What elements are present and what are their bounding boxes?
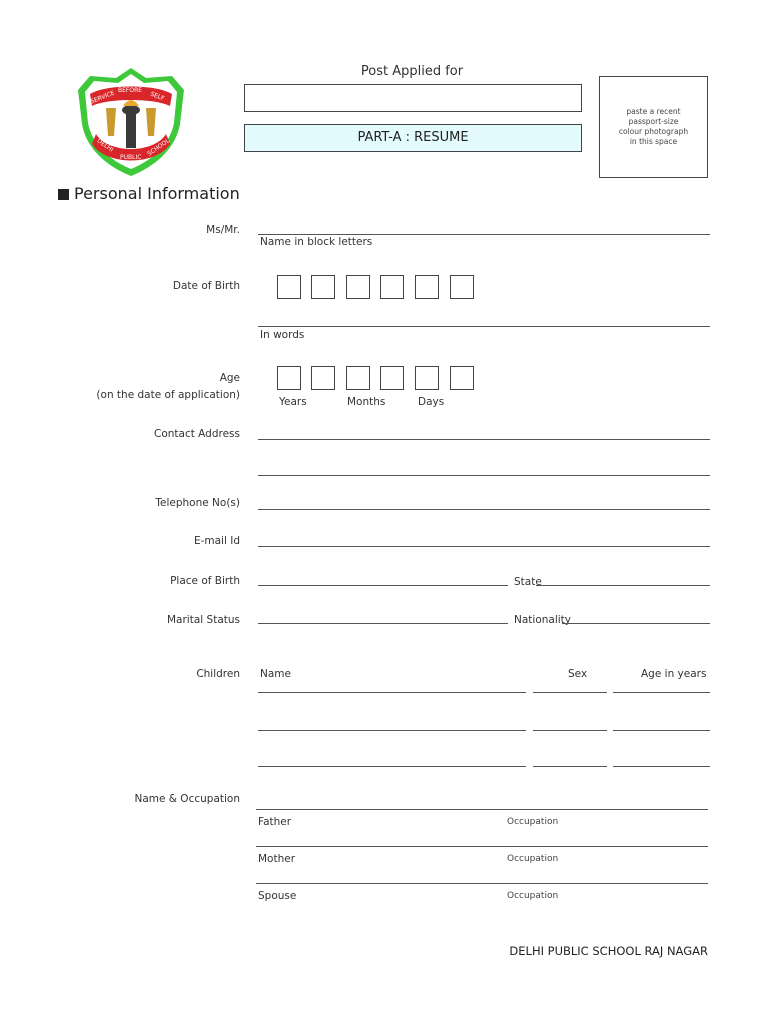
dob-digit-box[interactable] (346, 275, 370, 299)
age-sub-label: (on the date of application) (96, 389, 240, 401)
section-title-text: Personal Information (74, 184, 240, 203)
dob-words-hint: In words (260, 329, 305, 341)
dob-words-line[interactable] (258, 326, 710, 327)
logo-text-before: BEFORE (118, 87, 143, 94)
dob-digit-box[interactable] (380, 275, 404, 299)
logo-text-delhi: DELHI (95, 137, 115, 154)
address-line-1[interactable] (258, 439, 710, 440)
photo-instruction-line: passport-size (628, 117, 679, 126)
age-unit-days: Days (418, 396, 445, 408)
child-name-line[interactable] (258, 730, 526, 731)
family-label: Name & Occupation (134, 793, 240, 805)
child-sex-line[interactable] (533, 692, 607, 693)
child-age-line[interactable] (613, 730, 710, 731)
nationality-label: Nationality (514, 614, 572, 626)
child-age-line[interactable] (613, 766, 710, 767)
age-months-box[interactable] (346, 366, 370, 390)
age-months-box[interactable] (380, 366, 404, 390)
child-age-line[interactable] (613, 692, 710, 693)
logo-text-public: PUBLIC (120, 154, 142, 161)
mother-occupation-label: Occupation (507, 854, 559, 864)
dob-digit-box[interactable] (277, 275, 301, 299)
dob-digit-box[interactable] (311, 275, 335, 299)
shield-icon (76, 66, 186, 178)
father-occupation-label: Occupation (507, 817, 559, 827)
age-unit-months: Months (347, 396, 386, 408)
children-col-sex: Sex (568, 668, 588, 680)
nationality-input-line[interactable] (562, 623, 710, 624)
child-sex-line[interactable] (533, 766, 607, 767)
state-label: State (514, 576, 542, 588)
dob-digit-box[interactable] (415, 275, 439, 299)
photo-instruction-line: colour photograph (618, 127, 689, 136)
age-years-box[interactable] (311, 366, 335, 390)
section-title-personal (58, 184, 240, 203)
family-top-line (256, 809, 708, 810)
mother-label: Mother (258, 853, 296, 865)
children-col-name: Name (260, 668, 291, 680)
spouse-label: Spouse (258, 890, 297, 902)
dob-digit-box[interactable] (450, 275, 474, 299)
square-bullet-icon (58, 189, 69, 200)
photo-box[interactable] (599, 76, 708, 178)
post-applied-label: Post Applied for (360, 64, 464, 79)
children-col-age: Age in years (641, 668, 707, 680)
age-unit-years: Years (279, 396, 307, 408)
part-a-title: PART-A : RESUME (357, 130, 469, 145)
age-days-box[interactable] (450, 366, 474, 390)
state-input-line[interactable] (536, 585, 710, 586)
photo-instruction-line: in this space (629, 137, 678, 146)
age-days-box[interactable] (415, 366, 439, 390)
child-name-line[interactable] (258, 692, 526, 693)
age-label: Age (219, 372, 240, 384)
spouse-occupation-label: Occupation (507, 891, 559, 901)
child-sex-line[interactable] (533, 730, 607, 731)
marital-input-line[interactable] (258, 623, 508, 624)
name-label: Ms/Mr. (206, 224, 240, 236)
birthplace-label: Place of Birth (170, 575, 240, 587)
marital-label: Marital Status (167, 614, 240, 626)
father-label: Father (258, 816, 292, 828)
mother-input-line[interactable] (256, 883, 708, 884)
email-label: E-mail Id (193, 535, 240, 547)
dob-label: Date of Birth (172, 280, 240, 292)
logo-text-self: SELF (149, 90, 166, 103)
footer-school-name: DELHI PUBLIC SCHOOL RAJ NAGAR (509, 944, 708, 958)
post-applied-field[interactable] (244, 84, 582, 112)
child-name-line[interactable] (258, 766, 526, 767)
phone-input-line[interactable] (258, 509, 710, 510)
name-hint: Name in block letters (260, 236, 373, 248)
part-a-banner (244, 124, 582, 152)
father-input-line[interactable] (256, 846, 708, 847)
children-label: Children (196, 668, 240, 680)
name-input-line[interactable] (258, 234, 710, 235)
phone-label: Telephone No(s) (155, 497, 240, 509)
logo-text-service: SERVICE (89, 89, 116, 106)
photo-instruction-line: paste a recent (626, 107, 681, 116)
logo-text-school: SCHOOL (146, 137, 172, 158)
email-input-line[interactable] (258, 546, 710, 547)
birthplace-input-line[interactable] (258, 585, 508, 586)
address-line-2[interactable] (258, 475, 710, 476)
address-label: Contact Address (153, 428, 240, 440)
age-years-box[interactable] (277, 366, 301, 390)
school-logo (76, 66, 186, 178)
